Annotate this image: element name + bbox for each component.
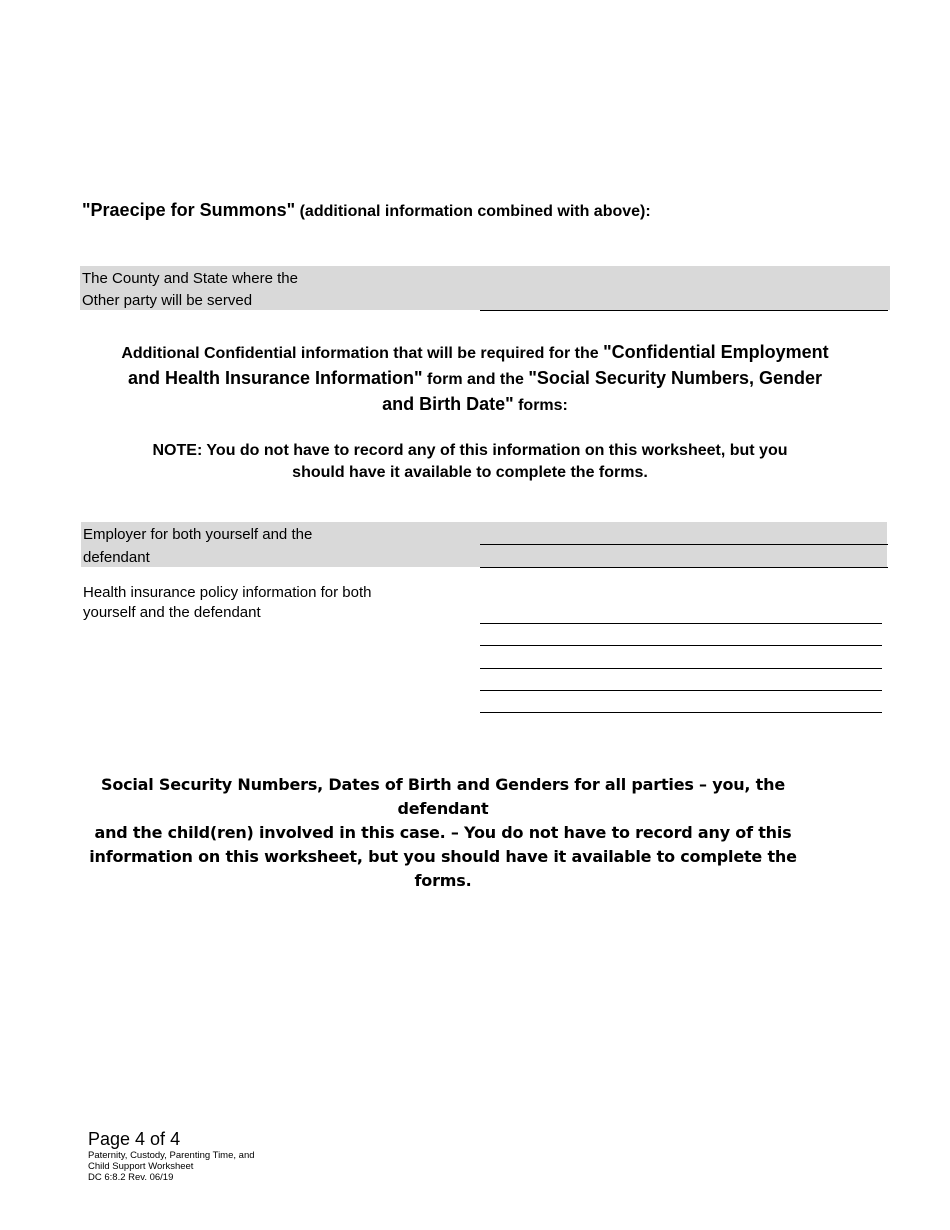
county-state-input-line[interactable] [480, 310, 888, 311]
confidential-text-2: form and the [422, 371, 529, 388]
county-state-label [82, 268, 298, 312]
health-insurance-label-line1: Health insurance policy information for both [83, 584, 372, 601]
page-number: Page 4 of 4 [88, 1129, 181, 1149]
note-line1: NOTE: You do not have to record any of this information on this worksheet, but you [152, 442, 788, 459]
employer-input-line-1[interactable] [480, 544, 888, 545]
footer-form-code: DC 6:8.2 Rev. 06/19 [88, 1172, 174, 1183]
confidential-text-3: forms: [513, 397, 568, 414]
praecipe-heading [82, 200, 651, 221]
note-line2: should have it available to complete the forms. [292, 464, 648, 481]
county-state-label-line2: Other party will be served [82, 292, 253, 309]
county-state-row [80, 266, 890, 310]
health-insurance-input-line-4[interactable] [480, 690, 882, 691]
health-insurance-input-line-5[interactable] [480, 712, 882, 713]
employer-label-line1: Employer for both yourself and the [83, 526, 313, 543]
footer-form-line1: Paternity, Custody, Parenting Time, and [88, 1150, 255, 1161]
employer-label [83, 523, 312, 569]
page-footer [88, 1128, 255, 1183]
employer-label-line2: defendant [83, 549, 150, 566]
health-insurance-input-line-1[interactable] [480, 623, 882, 624]
confidential-form-name-2: "Social Security Numbers, Gender and Birth Date" [382, 368, 822, 414]
confidential-info-heading [120, 340, 830, 418]
praecipe-title: "Praecipe for Summons" [82, 200, 296, 220]
ssn-line2: and the child(ren) involved in this case. – You do not have to record any of this [94, 823, 792, 842]
county-state-label-line1: The County and State where the [82, 270, 298, 287]
ssn-line1: Social Security Numbers, Dates of Birth and Genders for all parties – you, the defendant [101, 775, 785, 818]
health-insurance-input-line-2[interactable] [480, 645, 882, 646]
ssn-paragraph [88, 773, 798, 893]
employer-input-line-2[interactable] [480, 567, 888, 568]
praecipe-subtitle: (additional information combined with above): [299, 203, 651, 220]
confidential-text-1: Additional Confidential information that will be required for the [121, 345, 604, 362]
note-paragraph [120, 440, 820, 484]
health-insurance-label [83, 583, 372, 623]
health-insurance-input-line-3[interactable] [480, 668, 882, 669]
confidential-form-name-1: "Confidential Employment and Health Insurance Information" [128, 342, 829, 388]
ssn-line3: information on this worksheet, but you should have it available to complete the forms. [89, 847, 797, 890]
footer-form-line2: Child Support Worksheet [88, 1161, 194, 1172]
health-insurance-label-line2: yourself and the defendant [83, 604, 261, 621]
